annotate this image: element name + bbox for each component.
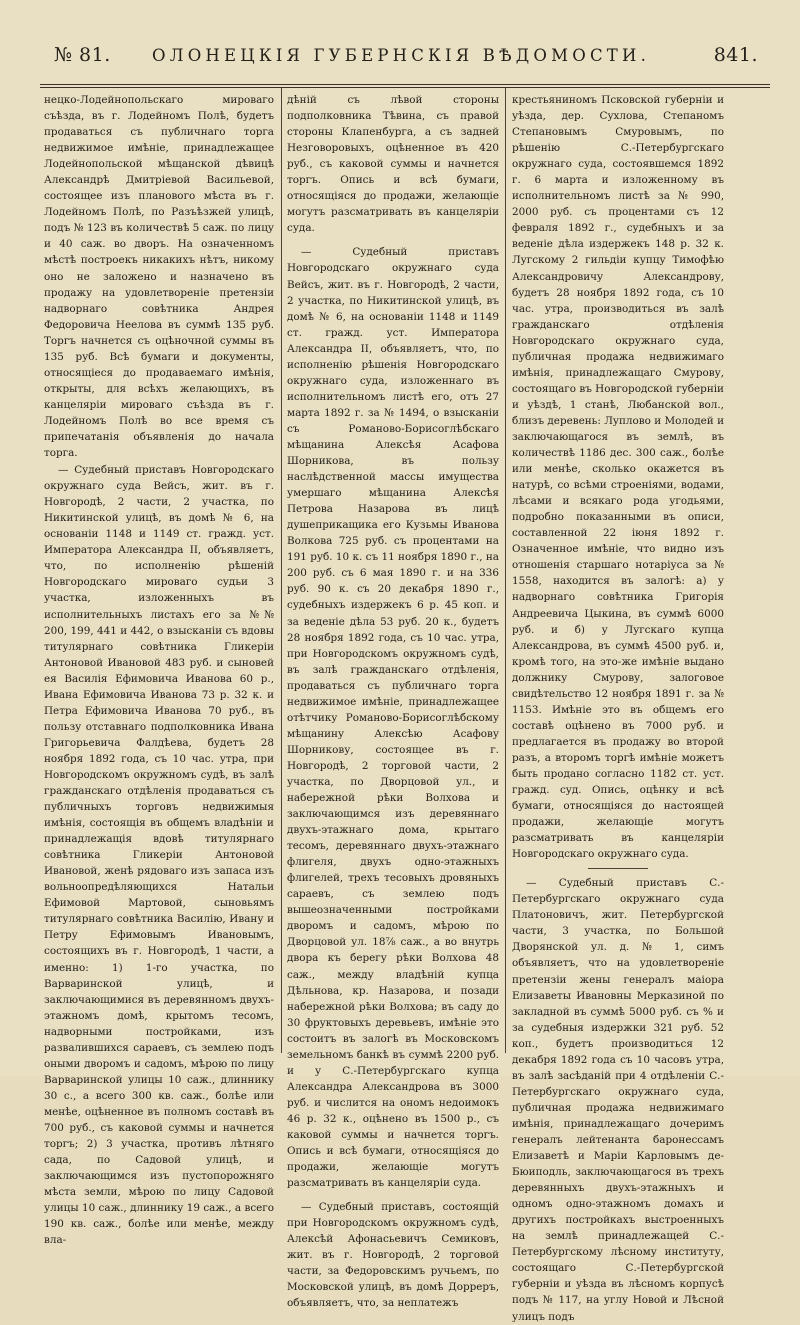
column-3 bbox=[512, 92, 724, 1323]
paragraph: дѣній съ лѣвой стороны подполковника Тѣвина, съ правой стороны Клапенбурга, а съ задней Незговоровыхъ, оцѣненное въ 420 руб., съ каковой суммы и начнется торгъ. Опись и всѣ бумаги, относящіяся до продажи, желающіе могутъ разсматривать въ канцеляріи суда. bbox=[287, 94, 499, 235]
column-1 bbox=[44, 92, 274, 1247]
header-rule-double bbox=[40, 87, 770, 88]
column-divider bbox=[505, 88, 506, 1053]
page-number: 841. bbox=[713, 44, 758, 66]
page-header bbox=[40, 34, 770, 84]
paragraph: крестьяниномъ Псковской губерніи и уѣзда, дер. Сухлова, Степаномъ Степановымъ Смуровымъ, по рѣшенію С.-Петербургскаго окружнаго суда, состоявшемся 1892 г. 6 марта и изложенному въ исполнительномъ листѣ за № 990, 2000 руб. съ процентами съ 12 февраля 1892 г., судебныхъ и за веденіе дѣла издержекъ 148 р. 32 к. Лугскому 2 гильдіи купцу Тимофѣю Александровичу Александрову, будетъ 28 ноября 1892 года, съ 10 час. утра, производиться въ залѣ гражданскаго отдѣленія Новгородскаго окружнаго суда, публичная продажа недвижимаго имѣнія, принадлежащаго Смурову, состоящаго въ Новгородской губерніи и уѣздѣ, 1 станѣ, Любанской вол., близъ деревень: Луплово и Молодей и заключающагося въ землѣ, въ количествѣ 1186 дес. 300 саж., болѣе или менѣе, сколько окажется въ натурѣ, со всѣми строеніями, водами, лѣсами и всякаго рода угодьями, подробно показанными въ описи, составленной 22 іюня 1892 г. Означенное имѣніе, что видно изъ отношенія старшаго нотаріуса за № 1558, находится въ залогѣ: а) у надворнаго совѣтника Григорія Андреевича Цыкина, въ суммѣ 6000 руб. и б) у Лугскаго купца Александрова, въ суммѣ 4500 руб. и, кромѣ того, на это-же имѣніе выдано должнику Смурову, залоговое свидѣтельство 12 ноября 1891 г. за № 1153. Имѣніе это въ общемъ его составѣ оцѣнено въ 7000 руб. и предлагается въ продажу во второй разъ, а второмъ торгѣ имѣніе можетъ быть продано согласно 1182 ст. уст. гражд. суд. Опись, оцѣнку и всѣ бумаги, относящіяся до настоящей продажи, желающіе могутъ разсматривать въ канцеляріи Новгородскаго окружнаго суда. bbox=[512, 94, 724, 861]
separator-rule bbox=[588, 868, 648, 869]
issue-number: № 81. bbox=[54, 44, 111, 66]
column-2 bbox=[287, 92, 499, 1310]
paragraph: нецко-Лодейнопольскаго мироваго съѣзда, въ г. Лодейномъ Полѣ, будетъ продаваться съ публичнаго торга недвижимое имѣніе, принадлежащее Лодейнопольской мѣщанской дѣвицѣ Александрѣ Дмитріевой Васильевой, состоящее изъ планового мѣста въ г. Лодейномъ Полѣ, по Разъѣзжей улицѣ, подъ № 123 въ количествѣ 5 саж. по лицу и 40 саж. во дворъ. На означенномъ мѣстѣ построекъ никакихъ нѣтъ, никому оно не заложено и назначено въ продажу на удовлетвореніе претензіи надворнаго совѣтника Андрея Федоровича Неелова въ суммѣ 135 руб. Торгъ начнется съ оцѣночной суммы въ 135 руб. Всѣ бумаги и документы, относящіеся до продаваемаго имѣнія, открыты, для всѣхъ желающихъ, въ канцеляріи мироваго съѣзда въ г. Лодейномъ Полѣ во все время съ припечатанія объявленія до начала торга. bbox=[44, 94, 274, 460]
paragraph: — Судебный приставъ С.-Петербургскаго окружнаго суда Платоновичъ, жит. Петербургской части, 3 участка, по Большой Дворянской ул. д. № 1, симъ объявляетъ, что на удовлетвореніе претензіи жены генералъ маіора Елизаветы Ивановны Мерказиной по закладной въ суммѣ 5000 руб. съ % и за судебныя издержки 321 руб. 52 коп., будетъ производиться 12 декабря 1892 года съ 10 часовъ утра, въ залѣ засѣданій при 4 отдѣленіи С.-Петербургскаго окружнаго суда, публичная продажа недвижимаго имѣнія, принадлежащаго дочеримъ генералъ лейтенанта баронессамъ Елизаветѣ и Маріи Карловымъ де-Бюиподль, заключающагося въ трехъ деревянныхъ двухъ-этажныхъ и одномъ одно-этажномъ домахъ и другихъ постройкахъ выстроенныхъ на землѣ принадлежащей С.-Петербургскому лѣсному институту, состоящаго С.-Петербургской губерніи и уѣзда въ лѣсномъ корпусѣ подъ № 117, на углу Новой и Лѣсной улицъ подъ bbox=[512, 877, 724, 1323]
newspaper-title: ОЛОНЕЦКІЯ ГУБЕРНСКІЯ ВѢДОМОСТИ. bbox=[152, 46, 651, 65]
paragraph: — Судебный приставъ Новгородскаго окружнаго суда Вейсъ, жит. въ г. Новгородѣ, 2 части, 2 участка, по Никитинской улицѣ, въ домѣ № 6, на основаніи 1148 и 1149 ст. гражд. уст. Императора Александра II, объявляетъ, что, по исполненію рѣшенія Новгородскаго окружнаго суда, изложеннаго въ исполнительномъ листѣ его, отъ 27 марта 1892 г. за № 1494, о взысканіи съ Романово-Борисоглѣбскаго мѣщанина Алексѣя Асафова Шорникова, въ пользу наслѣдственной массы имущества умершаго мѣщанина Алексѣя Петрова Назарова въ лицѣ душеприкащика его Кузьмы Иванова Волкова 725 руб. съ процентами на 191 руб. 10 к. съ 11 ноября 1890 г., на 200 руб. съ 6 мая 1890 г. и на 336 руб. 90 к. съ 20 декабря 1890 г., судебныхъ издержекъ 6 р. 45 коп. и за веденіе дѣла 53 руб. 20 к., будетъ 28 ноября 1892 года, съ 10 час. утра, при Новгородскомъ окружномъ судѣ, въ залѣ гражданскаго отдѣленія, продаваться съ публичнаго торга недвижимое имѣніе, принадлежащее отѣтчику Романово-Борисоглѣбскому мѣщанину Алексѣю Асафову Шорникову, состоящее въ г. Новгородѣ, 2 торговой части, 2 участка, по Дворцовой ул., и набережной рѣки Волхова и заключающимся изъ деревяннаго двухъ-этажнаго дома, крытаго тесомъ, деревяннаго двухъ-этажнаго флигеля, двухъ одно-этажныхъ флигелей, трехъ тесовыхъ дровяныхъ сараевъ, съ землею подъ вышеозначенными постройками дворомъ и садомъ, мѣрою по Дворцовой ул. 18⅞ саж., а во внутрь двора къ берегу рѣки Волхова 48 саж., между владѣній купца Дѣльнова, кр. Назарова, и позади набережной рѣки Волхова; въ саду до 30 фруктовыхъ деревьевъ, имѣніе это состоитъ въ залогѣ въ Московскомъ земельномъ банкѣ въ суммѣ 2200 руб. и у С.-Петербургскаго купца Александра Александрова въ 3000 руб. и числится на ономъ недоимокъ 46 р. 32 к., оцѣнено въ 1500 р., съ каковой суммы и начнется торгъ. Опись и всѣ бумаги, относящіяся до продажи, желающіе могутъ разсматривать въ канцеляріи суда. bbox=[287, 246, 499, 1190]
header-rule bbox=[40, 84, 770, 85]
column-divider bbox=[281, 88, 282, 1053]
paragraph: — Судебный приставъ Новгородскаго окружнаго суда Вейсъ, жит. въ г. Новгородѣ, 2 части, 2 участка, по Никитинской улицѣ, въ домѣ № 6, на основаніи 1148 и 1149 ст. гражд. уст. Императора Александра II, объявляетъ, что, по исполненію рѣшеній Новгородскаго мироваго судьи 3 участка, изложенныхъ въ исполнительныхъ листахъ его за №№ 200, 199, 441 и 442, о взысканіи съ вдовы титулярнаго совѣтника Гликеріи Антоновой Ивановой 483 руб. и сыновей ея Василія Ефимовича Иванова 60 р., Ивана Ефимовича Иванова 73 р. 32 к. и Петра Ефимовича Иванова 70 руб., въ пользу отставнаго подполковника Ивана Григорьевича Фалдѣева, будетъ 28 ноября 1892 года, съ 10 час. утра, при Новгородскомъ окружномъ судѣ, въ залѣ гражданскаго отдѣленія продаваться съ публичныхъ торговъ недвижимыя имѣнія, состоящія въ общемъ владѣніи и принадлежащія вдовѣ титулярнаго совѣтника Гликеріи Антоновой Ивановой, женѣ рядоваго изъ запаса изъ вольноопредѣляющихся Натальи Ефимовой Мартовой, сыновьямъ титулярнаго совѣтника Василію, Ивану и Петру Ефимовымъ Ивановымъ, состоящихъ въ г. Новгородѣ, 1 части, а именно: 1) 1-го участка, по Варваринской улицѣ, и заключающимися въ деревянномъ двухъ-этажномъ домѣ, крытомъ тесомъ, надворными постройками, изъ развалившихся сараевъ, съ землею подъ оными дворомъ и садомъ, мѣрою по лицу Варваринской улицы 10 саж., длиннику 30 с., а всего 300 кв. саж., болѣе или менѣе, оцѣненное въ полномъ составѣ въ 700 руб., съ каковой суммы и начнется торгъ; 2) 3 участка, противъ лѣтняго сада, по Садовой улицѣ, и заключающимся изъ пустопорожняго мѣста земли, мѣрою по лицу Садовой улицы 10 саж., длиннику 19 саж., а всего 190 кв. саж., болѣе или менѣе, между вла- bbox=[44, 464, 274, 1247]
paragraph: — Судебный приставъ, состоящій при Новгородскомъ окружномъ судѣ, Алексѣй Афонасьевичъ Семиковъ, жит. въ г. Новгородѣ, 2 торговой части, за Федоровскимъ ручьемъ, по Московской улицѣ, въ домѣ Дорреръ, объявляетъ, что, за неплатежъ bbox=[287, 1201, 499, 1310]
